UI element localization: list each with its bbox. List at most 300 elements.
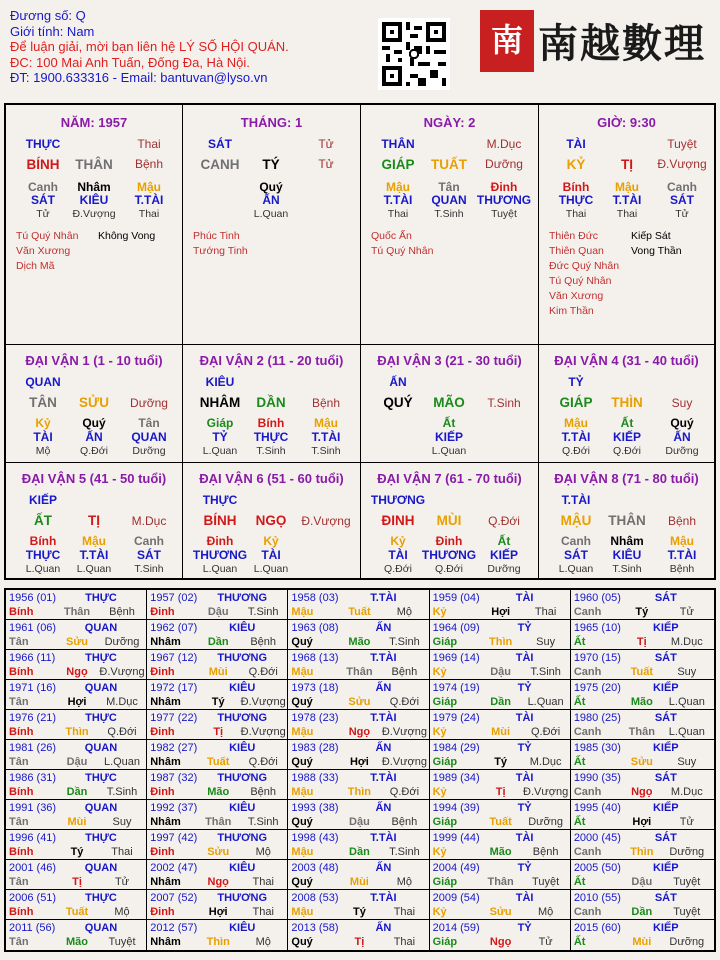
hidden-phase: Tử bbox=[36, 208, 50, 220]
luck-god: T.TÀI bbox=[561, 493, 591, 507]
hidden-phase: T.Sinh bbox=[434, 208, 464, 220]
year-row bbox=[6, 860, 714, 890]
hidden-phase: L.Quan bbox=[253, 208, 289, 220]
year-label: 2002 (47) bbox=[150, 862, 198, 874]
year-god: THƯƠNG bbox=[217, 592, 268, 604]
luck-hidden-stem: Bính bbox=[29, 534, 57, 548]
star-left: Tú Quý Nhân bbox=[549, 275, 612, 287]
year-phase: Bệnh bbox=[109, 606, 135, 618]
year-branch: Tuất bbox=[348, 606, 371, 618]
year-cell bbox=[288, 680, 429, 709]
year-god: KIÊU bbox=[229, 802, 256, 814]
year-label: 1995 (40) bbox=[573, 802, 621, 814]
year-cell bbox=[6, 680, 147, 709]
year-stem: Bính bbox=[9, 666, 34, 678]
year-phase: Mộ bbox=[114, 906, 130, 918]
year-cell bbox=[430, 830, 571, 859]
luck-hidden-stem: Mậu bbox=[670, 534, 694, 548]
year-cell bbox=[430, 650, 571, 679]
hidden-phase: Thai bbox=[565, 208, 587, 220]
year-god: ẤN bbox=[375, 922, 392, 934]
year-god: QUAN bbox=[84, 742, 118, 754]
year-cell bbox=[571, 680, 714, 709]
pillar-stem: KỶ bbox=[566, 157, 586, 172]
year-branch: Tý bbox=[211, 696, 225, 708]
year-phase: Bệnh bbox=[532, 846, 559, 858]
year-row bbox=[6, 590, 714, 620]
luck-branch: SỬU bbox=[79, 395, 109, 410]
year-stem: Tân bbox=[9, 876, 29, 888]
luck-pillar-2 bbox=[361, 345, 539, 463]
pillar-god-right: Tử bbox=[318, 137, 334, 151]
year-branch: Thân bbox=[487, 876, 514, 888]
luck-hidden-phase: Q.Đới bbox=[613, 445, 641, 457]
year-god: TÀI bbox=[515, 772, 534, 784]
luck-pillar-7 bbox=[539, 463, 714, 580]
luck-phase: Đ.Vượng bbox=[301, 514, 351, 528]
year-god: THƯƠNG bbox=[217, 832, 268, 844]
pillar-stem: CANH bbox=[200, 157, 240, 172]
luck-hidden-god: THỰC bbox=[253, 430, 289, 444]
luck-hidden-phase: L.Quan bbox=[76, 563, 112, 575]
year-phase: Đ.Vượng bbox=[381, 756, 427, 768]
luck-god: KIẾP bbox=[28, 493, 57, 507]
luck-stem: ĐINH bbox=[381, 513, 415, 528]
year-branch: Dần bbox=[631, 906, 653, 918]
year-stem: Đinh bbox=[150, 606, 175, 618]
luck-hidden-phase: L.Quan bbox=[25, 563, 61, 575]
year-god: THƯƠNG bbox=[217, 892, 268, 904]
year-god: TỶ bbox=[517, 802, 532, 814]
header-info bbox=[10, 8, 289, 86]
luck-phase: Bệnh bbox=[667, 514, 697, 528]
year-cell bbox=[6, 830, 147, 859]
year-god: QUAN bbox=[84, 622, 118, 634]
luck-stem: TÂN bbox=[29, 395, 57, 410]
year-label: 1975 (20) bbox=[573, 682, 621, 694]
year-branch: Tý bbox=[70, 846, 84, 858]
year-stem: Mậu bbox=[291, 666, 314, 678]
luck-hidden-stem: Bính bbox=[257, 416, 285, 430]
year-stem: Giáp bbox=[432, 876, 458, 888]
year-label: 1964 (09) bbox=[432, 622, 480, 634]
hidden-phase: Thai bbox=[616, 208, 638, 220]
hidden-god: SÁT bbox=[670, 193, 694, 207]
luck-phase: Q.Đới bbox=[488, 514, 520, 528]
luck-hidden-phase: T.Sinh bbox=[134, 563, 164, 575]
seal-stamp: 南 bbox=[480, 10, 534, 72]
year-branch: Dần bbox=[207, 636, 229, 648]
year-stem: Canh bbox=[573, 846, 602, 858]
year-cell bbox=[6, 650, 147, 679]
year-god: T.TÀI bbox=[370, 712, 397, 724]
year-label: 1968 (13) bbox=[291, 652, 339, 664]
year-branch: Tý bbox=[635, 606, 649, 618]
year-stem: Ất bbox=[573, 636, 586, 648]
year-branch: Dần bbox=[349, 846, 370, 858]
year-cell bbox=[147, 770, 288, 799]
hidden-stem: Canh bbox=[28, 180, 58, 194]
luck-god: TỶ bbox=[568, 375, 584, 389]
luck-title: ĐẠI VẬN 3 (21 - 30 tuổi) bbox=[377, 353, 522, 368]
year-label: 1979 (24) bbox=[432, 712, 480, 724]
year-cell bbox=[147, 860, 288, 889]
year-label: 1971 (16) bbox=[9, 682, 57, 694]
luck-hidden-phase: Q.Đới bbox=[562, 445, 590, 457]
year-god: KIÊU bbox=[229, 862, 256, 874]
luck-hidden-god: T.TÀI bbox=[561, 430, 591, 444]
luck-pillar-3 bbox=[539, 345, 714, 463]
year-label: 1997 (42) bbox=[150, 832, 198, 844]
year-branch: Tị bbox=[213, 726, 224, 738]
pillar-god: TÀI bbox=[566, 137, 586, 151]
year-cell bbox=[147, 620, 288, 649]
luck-branch: NGỌ bbox=[255, 513, 287, 528]
luck-title: ĐẠI VẬN 7 (61 - 70 tuổi) bbox=[377, 471, 522, 486]
hidden-stem: Bính bbox=[562, 180, 590, 194]
year-phase: L.Quan bbox=[668, 696, 705, 708]
hidden-stem: Canh bbox=[667, 180, 697, 194]
luck-hidden-god: TỶ bbox=[212, 430, 228, 444]
luck-hidden-god: ẤN bbox=[673, 430, 691, 444]
year-phase: Đ.Vượng bbox=[381, 726, 427, 738]
luck-god: ẤN bbox=[389, 375, 407, 389]
star-right: Vong Thần bbox=[631, 245, 682, 257]
year-stem: Canh bbox=[573, 726, 602, 738]
pillar-god-right: Tuyệt bbox=[667, 137, 697, 151]
year-cell bbox=[288, 860, 429, 889]
year-branch: Mão bbox=[489, 846, 512, 858]
year-stem: Kỷ bbox=[432, 786, 447, 798]
year-label: 2015 (60) bbox=[573, 922, 621, 934]
luck-hidden-stem: Ất bbox=[497, 534, 511, 548]
luck-hidden-phase: L.Quan bbox=[558, 563, 594, 575]
year-phase: Q.Đới bbox=[248, 666, 278, 678]
year-god: THƯƠNG bbox=[217, 772, 268, 784]
year-branch: Mùi bbox=[67, 816, 87, 828]
year-cell bbox=[147, 920, 288, 950]
year-god: ẤN bbox=[375, 862, 392, 874]
year-god: TỶ bbox=[517, 922, 532, 934]
luck-hidden-god: THỰC bbox=[25, 548, 61, 562]
luck-branch: MÃO bbox=[433, 395, 465, 410]
pillar-stem: BÍNH bbox=[26, 157, 60, 172]
hidden-god: SÁT bbox=[31, 193, 55, 207]
year-god: THỰC bbox=[85, 592, 117, 604]
year-label: 1989 (34) bbox=[432, 772, 480, 784]
year-label: 1961 (06) bbox=[9, 622, 57, 634]
hidden-stem: Đinh bbox=[490, 180, 518, 194]
year-god: TỶ bbox=[517, 622, 532, 634]
luck-hidden-phase: Dưỡng bbox=[132, 445, 166, 457]
year-label: 2011 (56) bbox=[9, 922, 56, 934]
year-label: 1983 (28) bbox=[291, 742, 339, 754]
year-branch: Tị bbox=[636, 636, 647, 648]
year-stem: Đinh bbox=[150, 726, 175, 738]
year-phase: Dưỡng bbox=[669, 846, 705, 858]
phone-email-line: ĐT: 1900.633316 - Email: bantuvan@lyso.vn bbox=[10, 70, 268, 85]
year-branch: Ngọ bbox=[348, 726, 371, 738]
yearly-table bbox=[4, 588, 716, 952]
year-label: 1976 (21) bbox=[9, 712, 57, 724]
year-cell bbox=[288, 770, 429, 799]
pillar-phase: Tử bbox=[318, 157, 334, 171]
luck-hidden-stem: Đinh bbox=[435, 534, 463, 548]
year-stem: Canh bbox=[573, 606, 602, 618]
year-stem: Bính bbox=[9, 906, 34, 918]
luck-hidden-stem: Mậu bbox=[564, 416, 588, 430]
luck-branch: DẦN bbox=[256, 395, 286, 410]
year-label: 2009 (54) bbox=[432, 892, 480, 904]
hidden-god: QUAN bbox=[431, 193, 467, 207]
hidden-god: T.TÀI bbox=[383, 193, 413, 207]
year-god: T.TÀI bbox=[370, 772, 397, 784]
qr-code-icon bbox=[378, 18, 450, 90]
year-cell bbox=[571, 800, 714, 829]
year-branch: Dần bbox=[490, 696, 511, 708]
year-god: TÀI bbox=[515, 832, 534, 844]
year-god: THỰC bbox=[85, 832, 117, 844]
year-god: QUAN bbox=[84, 802, 118, 814]
year-phase: M.Dục bbox=[670, 636, 703, 648]
year-row bbox=[6, 680, 714, 710]
luck-hidden-stem: Tân bbox=[138, 416, 160, 430]
pillar-title: NGÀY: 2 bbox=[423, 115, 476, 130]
year-cell bbox=[430, 800, 571, 829]
pillar-phase: Dưỡng bbox=[485, 157, 523, 171]
year-god: THỰC bbox=[85, 652, 117, 664]
year-label: 1965 (10) bbox=[573, 622, 621, 634]
luck-hidden-god: TÀI bbox=[33, 430, 53, 444]
year-cell bbox=[288, 650, 429, 679]
luck-hidden-phase: Dưỡng bbox=[487, 563, 521, 575]
year-cell bbox=[430, 620, 571, 649]
year-god: KIẾP bbox=[652, 922, 679, 934]
year-phase: T.Sinh bbox=[247, 606, 279, 618]
year-god: TỶ bbox=[517, 682, 532, 694]
year-branch: Thân bbox=[346, 666, 373, 678]
hidden-phase: Thai bbox=[138, 208, 160, 220]
year-phase: Mộ bbox=[396, 876, 413, 888]
year-branch: Hợi bbox=[349, 756, 369, 768]
luck-hidden-phase: Q.Đới bbox=[384, 563, 412, 575]
year-god: SÁT bbox=[654, 772, 677, 784]
year-branch: Mão bbox=[348, 636, 371, 648]
year-branch: Dậu bbox=[631, 876, 653, 888]
luck-hidden-stem: Giáp bbox=[206, 416, 234, 430]
year-label: 2012 (57) bbox=[150, 922, 198, 934]
year-god: TÀI bbox=[515, 592, 534, 604]
year-cell bbox=[147, 800, 288, 829]
year-cell bbox=[430, 710, 571, 739]
year-phase: M.Dục bbox=[106, 696, 138, 708]
year-cell bbox=[147, 590, 288, 619]
year-stem: Kỷ bbox=[432, 666, 447, 678]
luck-pillar-4 bbox=[6, 463, 183, 580]
year-phase: L.Quan bbox=[103, 756, 141, 768]
year-label: 1977 (22) bbox=[150, 712, 198, 724]
year-cell bbox=[147, 830, 288, 859]
year-god: SÁT bbox=[654, 712, 677, 724]
year-stem: Kỷ bbox=[432, 906, 447, 918]
year-branch: Mùi bbox=[632, 936, 652, 948]
year-phase: Thai bbox=[534, 606, 557, 618]
year-branch: Sửu bbox=[630, 756, 653, 768]
year-god: THƯƠNG bbox=[217, 712, 268, 724]
luck-hidden-stem: Đinh bbox=[206, 534, 234, 548]
luck-hidden-phase: Q.Đới bbox=[435, 563, 463, 575]
luck-hidden-stem: Quý bbox=[82, 416, 106, 430]
year-phase: T.Sinh bbox=[389, 636, 420, 648]
year-branch: Sửu bbox=[65, 636, 89, 648]
luck-stem: GIÁP bbox=[559, 395, 593, 410]
luck-phase: Suy bbox=[671, 396, 693, 410]
contact-line: Để luận giải, mời bạn liên hệ LÝ SỐ HỘI QUÁN. bbox=[10, 39, 289, 54]
year-stem: Mậu bbox=[291, 846, 314, 858]
luck-hidden-god: KIÊU bbox=[612, 548, 642, 562]
year-cell bbox=[571, 590, 714, 619]
year-phase: Dưỡng bbox=[669, 936, 705, 948]
year-label: 2013 (58) bbox=[291, 922, 339, 934]
luck-stem: BÍNH bbox=[203, 513, 237, 528]
luck-hidden-god: T.TÀI bbox=[311, 430, 341, 444]
year-stem: Ất bbox=[573, 936, 586, 948]
subject-name: Đương số: Q bbox=[10, 8, 86, 23]
luck-phase: T.Sinh bbox=[487, 396, 521, 410]
year-label: 1985 (30) bbox=[573, 742, 621, 754]
year-cell bbox=[430, 680, 571, 709]
year-phase: Bệnh bbox=[391, 666, 418, 678]
year-cell bbox=[430, 770, 571, 799]
year-phase: Tử bbox=[679, 816, 694, 828]
year-phase: Thai bbox=[252, 906, 274, 918]
year-branch: Mão bbox=[66, 936, 88, 948]
year-label: 2008 (53) bbox=[291, 892, 339, 904]
year-phase: Mộ bbox=[255, 936, 271, 948]
luck-hidden-god: THƯƠNG bbox=[421, 548, 477, 562]
year-phase: Mộ bbox=[537, 906, 554, 918]
year-stem: Mậu bbox=[291, 906, 314, 918]
year-label: 1991 (36) bbox=[9, 802, 57, 814]
hidden-stem: Nhâm bbox=[77, 180, 111, 194]
luck-hidden-phase: T.Sinh bbox=[612, 563, 642, 575]
year-god: KIẾP bbox=[652, 802, 679, 814]
year-cell bbox=[147, 890, 288, 919]
year-branch: Thân bbox=[63, 606, 91, 618]
year-branch: Thân bbox=[205, 816, 232, 828]
pillar-god: SÁT bbox=[208, 137, 232, 151]
year-label: 1999 (44) bbox=[432, 832, 480, 844]
star-left: Dịch Mã bbox=[16, 260, 55, 272]
star-left: Phúc Tinh bbox=[193, 230, 240, 242]
year-branch: Hợi bbox=[491, 606, 511, 618]
luck-god: THƯƠNG bbox=[370, 493, 426, 507]
year-stem: Quý bbox=[291, 816, 313, 828]
year-god: THƯƠNG bbox=[217, 652, 268, 664]
year-cell bbox=[430, 590, 571, 619]
year-god: KIÊU bbox=[229, 682, 256, 694]
year-branch: Tuất bbox=[630, 666, 654, 678]
year-row bbox=[6, 890, 714, 920]
luck-hidden-god: T.TÀI bbox=[667, 548, 697, 562]
year-god: KIẾP bbox=[652, 682, 679, 694]
year-branch: Dậu bbox=[349, 816, 370, 828]
year-row bbox=[6, 800, 714, 830]
year-god: SÁT bbox=[654, 592, 677, 604]
year-branch: Mão bbox=[630, 696, 653, 708]
year-god: SÁT bbox=[654, 892, 677, 904]
luck-pillar-0 bbox=[6, 345, 183, 463]
year-cell bbox=[288, 590, 429, 619]
year-cell bbox=[430, 860, 571, 889]
year-branch: Ngọ bbox=[631, 786, 653, 798]
year-phase: Đ.Vượng bbox=[99, 666, 145, 678]
year-stem: Nhâm bbox=[150, 936, 181, 948]
year-stem: Mậu bbox=[291, 606, 314, 618]
year-cell bbox=[6, 800, 147, 829]
luck-hidden-god: KIẾP bbox=[434, 430, 463, 444]
luck-pillar-6 bbox=[361, 463, 539, 580]
luck-title: ĐẠI VẬN 6 (51 - 60 tuổi) bbox=[199, 471, 344, 486]
year-label: 1993 (38) bbox=[291, 802, 339, 814]
year-stem: Tân bbox=[9, 756, 29, 768]
star-left: Tú Quý Nhân bbox=[16, 230, 79, 242]
year-stem: Quý bbox=[291, 936, 313, 948]
year-branch: Mão bbox=[207, 786, 230, 798]
year-cell bbox=[6, 740, 147, 769]
star-left: Tướng Tinh bbox=[193, 245, 248, 257]
year-row bbox=[6, 920, 714, 950]
star-left: Văn Xương bbox=[16, 245, 71, 257]
luck-hidden-god: KIẾP bbox=[612, 430, 641, 444]
year-branch: Hợi bbox=[632, 816, 652, 828]
year-cell bbox=[430, 740, 571, 769]
year-stem: Canh bbox=[573, 786, 602, 798]
year-row bbox=[6, 770, 714, 800]
year-label: 2004 (49) bbox=[432, 862, 480, 874]
year-god: THỰC bbox=[85, 712, 117, 724]
year-branch: Tị bbox=[354, 936, 365, 948]
year-god: ẤN bbox=[375, 622, 392, 634]
year-phase: T.Sinh bbox=[389, 846, 420, 858]
hidden-phase: Tử bbox=[675, 208, 689, 220]
year-label: 1986 (31) bbox=[9, 772, 57, 784]
year-phase: Thai bbox=[111, 846, 133, 858]
hidden-stem: Mậu bbox=[137, 180, 161, 194]
year-phase: Q.Đới bbox=[389, 786, 420, 798]
year-label: 1957 (02) bbox=[150, 592, 198, 604]
year-label: 2010 (55) bbox=[573, 892, 621, 904]
year-phase: T.Sinh bbox=[247, 816, 279, 828]
year-phase: Đ.Vượng bbox=[240, 726, 286, 738]
year-phase: Mộ bbox=[255, 846, 271, 858]
year-phase: Tử bbox=[114, 876, 130, 888]
year-stem: Kỷ bbox=[432, 846, 447, 858]
luck-hidden-stem: Kỷ bbox=[35, 416, 51, 430]
year-label: 1970 (15) bbox=[573, 652, 621, 664]
year-label: 1988 (33) bbox=[291, 772, 339, 784]
year-phase: Suy bbox=[112, 816, 132, 828]
year-cell bbox=[288, 620, 429, 649]
luck-stem: MẬU bbox=[560, 513, 592, 528]
luck-hidden-phase: Q.Đới bbox=[80, 445, 108, 457]
year-stem: Tân bbox=[9, 816, 29, 828]
year-phase: Tuyệt bbox=[673, 876, 701, 888]
year-phase: Thai bbox=[393, 906, 416, 918]
pillar-god-right: Thai bbox=[137, 137, 161, 151]
year-god: KIẾP bbox=[652, 622, 679, 634]
year-phase: M.Dục bbox=[529, 756, 562, 768]
